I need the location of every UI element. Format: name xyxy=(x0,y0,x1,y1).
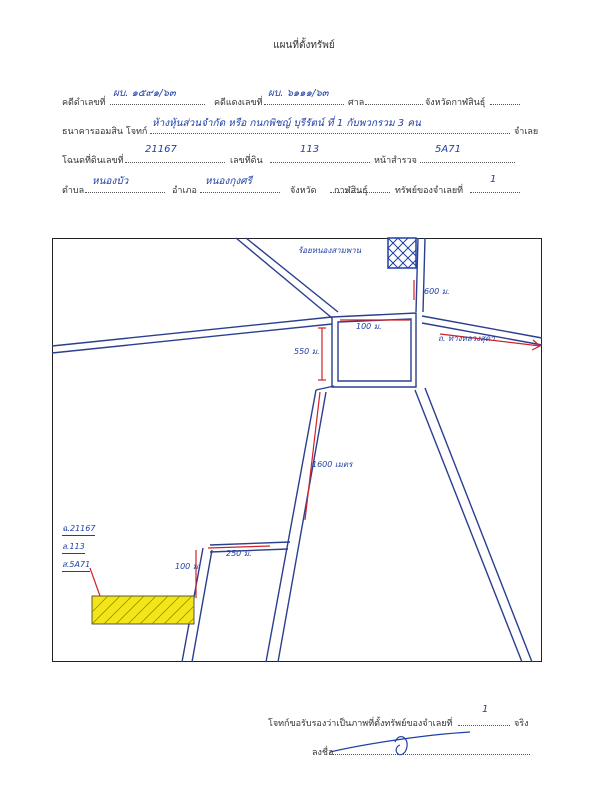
plot-survey: ส.5A71 xyxy=(62,558,90,572)
page-title: แผนที่ตั้งทรัพย์ xyxy=(273,40,335,51)
tambon-value: หนองบัว xyxy=(92,176,129,187)
court-label: ศาล xyxy=(348,98,365,108)
certify-value: 1 xyxy=(482,704,489,715)
amphoe-label: อำเภอ xyxy=(172,186,197,196)
dist-mid: 100 ม. xyxy=(356,322,382,331)
dist-small: 250 ม. xyxy=(226,549,252,558)
asset-label: ทรัพย์ของจำเลยที่ xyxy=(395,186,464,196)
defendant-value: ห้างหุ้นส่วนจำกัด หรือ กนกพิชญ์ บุรีรัตน์ ที่ 1 กับพวกรวม 3 คน xyxy=(152,118,421,129)
red-case-label: คดีแดงเลขที่ xyxy=(214,98,263,108)
plaintiff-label: ธนาคารออมสิน โจทก์ xyxy=(62,127,148,137)
survey-label: หน้าสำรวจ xyxy=(374,156,417,166)
certify-suffix: จริง xyxy=(514,719,529,729)
plot-deed: ฉ.21167 xyxy=(62,522,95,536)
land-no-label: เลขที่ดิน xyxy=(230,156,263,166)
survey-value: 5A71 xyxy=(435,144,461,155)
asset-value: 1 xyxy=(490,174,497,185)
deed-label: โฉนดที่ดินเลขที่ xyxy=(62,156,124,166)
certify-label: โจทก์ขอรับรองว่าเป็นภาพที่ตั้งทรัพย์ของจำเลยที่ xyxy=(268,719,453,729)
dist-top: 600 ม. xyxy=(424,287,450,296)
road-label: ถ. ทางหลวงสุดา xyxy=(438,334,495,343)
tambon-label: ตำบล xyxy=(62,186,85,196)
red-case-value: ผบ. ๖๑๑๑/๖๓ xyxy=(268,88,329,99)
plot-land: ล.113 xyxy=(62,540,85,554)
dist-left: 550 ม. xyxy=(294,347,320,356)
dist-long: 1600 เมตร xyxy=(312,460,353,469)
deed-value: 21167 xyxy=(145,144,177,155)
province-label: จังหวัด xyxy=(290,186,317,196)
sign-label: ลงชื่อ xyxy=(312,748,334,758)
black-case-value: ผบ. ๑๕๙๑/๖๓ xyxy=(113,88,176,99)
province-value: กาฬสินธุ์ xyxy=(334,186,368,196)
black-case-label: คดีดำเลขที่ xyxy=(62,98,106,108)
dist-plot: 100 ม. xyxy=(175,562,201,571)
landmark-label: ร้อยหนองสามพาน xyxy=(298,246,362,255)
defendant-suffix: จำเลย xyxy=(514,127,539,137)
land-no-value: 113 xyxy=(300,144,320,155)
court-value: จังหวัดกาฬสินธุ์ xyxy=(425,98,486,108)
amphoe-value: หนองกุงศรี xyxy=(205,176,252,187)
